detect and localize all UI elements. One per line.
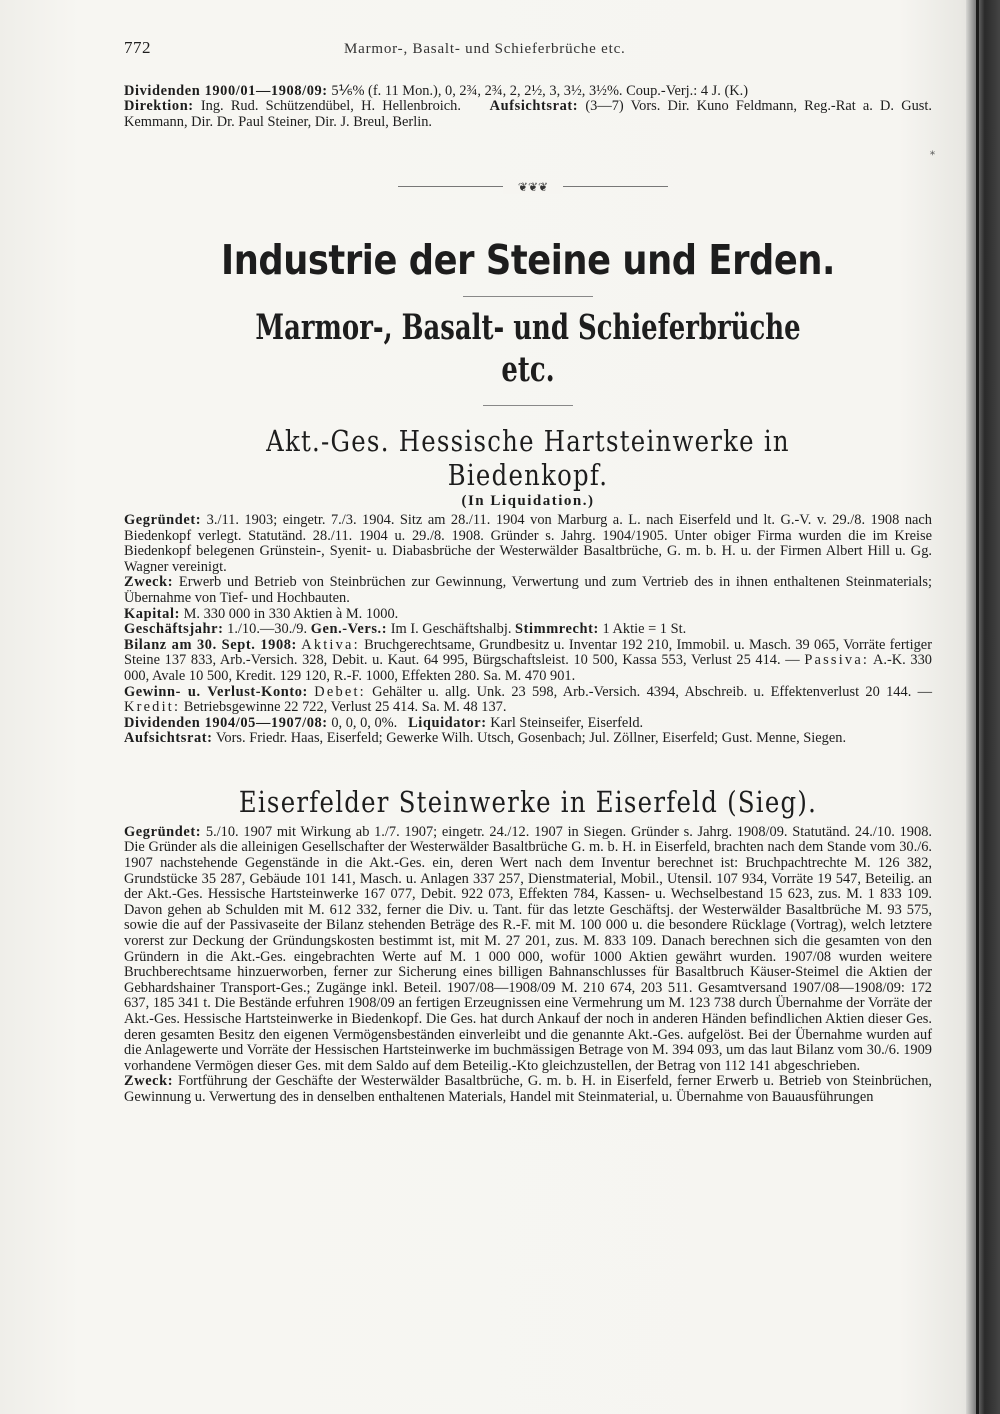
founded-text: 5./10. 1907 mit Wirkung ab 1./7. 1907; eingetr. 24./12. 1907 in Siegen. Gründer s. Jahrg. 1908/09. Statutänd. 24./10. 1908. Die Gründer als die alleinigen Gesellschafter der Westerwälder Basaltbrüche G. m. b. H. in Eiserfeld, brachten nach dem Stande vom 30./6. 1907 nachstehende Gegenstände in die Akt.-Ges. ein, deren Wert nach dem Inventur berechnet ist: Bruchpachtrechte M. 126 382, Grundstücke 35 287, Gebäude 101 141, Masch. u. Anlagen 337 257, Dienstmaterial, Mobil., Utensil. 107 934, Vorräte 19 547, Beteilig. an der Akt.-Ges. Hessische Hartsteinwerke 167 077, Debit. 922 073, Effekten 784, Kassen- u. Wechselbestand 15 623, zus. M. 1 833 109. Davon gehen ab Schulden mit M. 612 332, ferner die Div. u. Tant. für das letzte Geschäftsj. der Westerwälder Basaltbrüche M. 93 575, sowie die auf der Passivaseite der Bilanz stehenden Beträge des R.-F. mit M. 100 000 u. die besondere Rücklage (Vortrag), welch letztere vorerst zur Deckung der Gründungskosten bestimmt ist, mit M. 27 201, zus. M. 833 109. Danach berechnen sich die gesamten von den Gründern in die Akt.-Ges. eingebrachten Werte auf M. 1 000 000, wofür 1000 Aktien gewährt wurden. 1907/08 wurden weitere Bruchberechtsame hinzuerworben, ferner zur Sicherung eines billigen Bahnanschlusses für Basaltbruch Käuser-Steimel die Aktien der Gebhardshainer Transport-Ges.; Zugänge inkl. Beteil. 1907/08—1908/09 M. 210 674, 203 511. Gesamtversand 1907/08—1908/09: 172 637, 185 341 t. Die Bestände erfuhren 1908/09 an fertigen Erzeugnissen eine Vermehrung um M. 123 738 durch Übernahme der Vorräte der Akt.-Ges. Hessische Hartsteinwerke in Biedenkopf. Die Ges. hat durch Ankauf der noch in anderen Händen befindlichen Aktien dieser Ges. deren gesamten Besitz den eigenen Vermögensbeständen einverleibt und die genannte Akt.-Ges. aufgelöst. Bei der Übernahme wurden auf die Anlagewerte und Vorräte der Hessischen Hartsteinwerke im buchmässigen Betrage von M. 394 093, um das laut Bilanz vom 30./6. 1909 vorhandene Vermögen dieser Ges. mit dem Saldo auf dem Beteilig.-Kto gleichzustellen, der Betrag von 112 141 abgeschrieben.: [124, 823, 932, 1074]
company-entry-eiserfelder: [124, 785, 932, 1106]
book-spine-shadow: [966, 0, 1000, 1414]
purpose-label: Zweck:: [124, 574, 174, 591]
supervisory-board-label: Aufsichtsrat:: [124, 730, 213, 747]
divider-ornament-icon: ❦❦❦: [503, 180, 563, 194]
running-header: [124, 40, 932, 58]
title-rule: [463, 296, 593, 297]
aufsichtsrat-text: (3—7) Vors. Dir. Kuno Feldmann, Reg.-Rat a. D. Gust. Kemmann, Dir. Dr. Paul Steiner, Dir. J. Breul, Berlin.: [124, 98, 932, 130]
purpose-paragraph: [124, 1074, 932, 1105]
founded-paragraph: [124, 513, 932, 575]
voting-right-text: 1 Aktie = 1 St.: [602, 621, 687, 638]
section-title: Industrie der Steine und Erden.: [221, 236, 835, 285]
balance-label: Bilanz am 30. Sept. 1908:: [124, 636, 297, 653]
credit-label: Kredit:: [124, 699, 181, 716]
purpose-label: Zweck:: [124, 1073, 174, 1090]
founded-label: Gegründet:: [124, 823, 202, 840]
purpose-text: Erwerb und Betrieb von Steinbrüchen zur Gewinnung, Verwertung und zum Vertrieb des in ihnen enthaltenen Steinmaterials; Übernahme von Tief- und Hochbauten.: [124, 574, 932, 606]
section-subtitle: Marmor-, Basalt- und Schieferbrüche etc.: [255, 307, 801, 391]
direktion-label: Direktion:: [124, 98, 194, 115]
page-content: [124, 40, 932, 1106]
assets-text: Bruchgerechtsame, Grundbesitz u. Inventar 192 210, Immobil. u. Masch. 39 065, Vorräte fertiger Steine 137 833, Arb.-Versich. 328, Debit. u. Kaut. 64 995, Bürgschaftsleist. 10 500, Kassa 553, Verlust 25 414. —: [124, 636, 932, 669]
margin-mark: *: [930, 150, 935, 161]
voting-right-label: Stimmrecht:: [515, 621, 599, 638]
dividends-text: 5⅙% (f. 11 Mon.), 0, 2¾, 2¾, 2, 2½, 3, 3½, 3½%. Coup.-Verj.: 4 J. (K.): [331, 82, 749, 99]
purpose-paragraph: [124, 575, 932, 606]
company-status: (In Liquidation.): [461, 493, 595, 510]
fiscal-year-label: Geschäftsjahr:: [124, 621, 224, 638]
ornamental-divider: [398, 180, 668, 194]
company-name: Akt.-Ges. Hessische Hartsteinwerke in Biedenkopf.: [266, 424, 790, 493]
capital-paragraph: [124, 607, 932, 623]
dividends-label: Dividenden 1900/01—1908/09:: [124, 82, 328, 99]
debit-label: Debet:: [314, 683, 366, 700]
profit-loss-paragraph: [124, 685, 932, 716]
board-paragraph: [124, 99, 932, 130]
aufsichtsrat-label: Aufsichtsrat:: [489, 98, 579, 115]
supervisory-board-paragraph: [124, 731, 932, 747]
founded-text: 3./11. 1903; eingetr. 7./3. 1904. Sitz am 28./11. 1904 von Marburg a. L. nach Eiserfeld und lt. G.-V. v. 29./8. 1908 nach Biedenkopf verlegt. Statutänd. 28./11. 1904 u. 29./8. 1908. Gründer s. Jahrg. 1904/1905. Unter obiger Firma wurden die im Kreise Biedenkopf belegenen Grünstein-, Syenit- u. Diabasbrüche der Westerwälder Basaltbrüche, G. m. b. H. u. der Firmen Albert Hill u. Gg. Wagner vereinigt.: [124, 511, 932, 575]
dividends-label: Dividenden 1904/05—1907/08:: [124, 714, 328, 731]
credit-text: Betriebsgewinne 22 722, Verlust 25 414. Sa. M. 48 137.: [183, 699, 507, 716]
capital-label: Kapital:: [124, 605, 180, 622]
profit-loss-label: Gewinn- u. Verlust-Konto:: [124, 683, 308, 700]
liabilities-label: Passiva:: [804, 652, 870, 669]
previous-company-tail: [124, 84, 932, 131]
purpose-text: Fortführung der Geschäfte der Westerwälder Basaltbrüche, G. m. b. H. in Eiserfeld, ferner Erwerb u. Betrieb von Steinbrüchen, Gewinnung u. Verwertung des in denselben enthaltenen Materials, Handel mit Steinmaterial, u. Übernahme von Bauausführungen: [124, 1073, 932, 1105]
general-meeting-text: Im I. Geschäftshalbj.: [390, 621, 512, 638]
company-name: Eiserfelder Steinwerke in Eiserfeld (Sieg).: [238, 784, 818, 819]
founded-label: Gegründet:: [124, 511, 202, 528]
dividends-text: 0, 0, 0, 0%.: [331, 714, 398, 731]
liquidator-text: Karl Steinseifer, Eiserfeld.: [490, 714, 644, 731]
page-number: 772: [124, 38, 151, 57]
liquidator-label: Liquidator:: [408, 714, 487, 731]
capital-text: M. 330 000 in 330 Aktien à M. 1000.: [183, 605, 399, 622]
fiscal-year-paragraph: [124, 622, 932, 638]
fiscal-year-text: 1./10.—30./9.: [227, 621, 308, 638]
balance-paragraph: [124, 638, 932, 685]
company-entry-hessische: [124, 424, 932, 747]
running-header-title: Marmor-, Basalt- und Schieferbrüche etc.: [344, 41, 626, 57]
dividends-paragraph: [124, 84, 932, 100]
subtitle-rule: [483, 405, 573, 406]
assets-label: Aktiva:: [301, 636, 360, 653]
dividends-liquidator-paragraph: [124, 716, 932, 732]
general-meeting-label: Gen.-Vers.:: [310, 621, 388, 638]
supervisory-board-text: Vors. Friedr. Haas, Eiserfeld; Gewerke Wilh. Utsch, Gosenbach; Jul. Zöllner, Eiserfeld; Gust. Menne, Siegen.: [215, 730, 847, 747]
liabilities-text: A.-K. 330 000, Avale 10 500, Kredit. 129 120, R.-F. 1000, Effekten 280. Sa. M. 470 901.: [124, 652, 933, 684]
founded-paragraph: [124, 825, 932, 1075]
debit-text: Gehälter u. allg. Unk. 23 598, Arb.-Versich. 4394, Abschreib. u. Effektenverlust 20 144. —: [372, 683, 932, 700]
direktion-text: Ing. Rud. Schützendübel, H. Hellenbroich.: [200, 98, 461, 115]
